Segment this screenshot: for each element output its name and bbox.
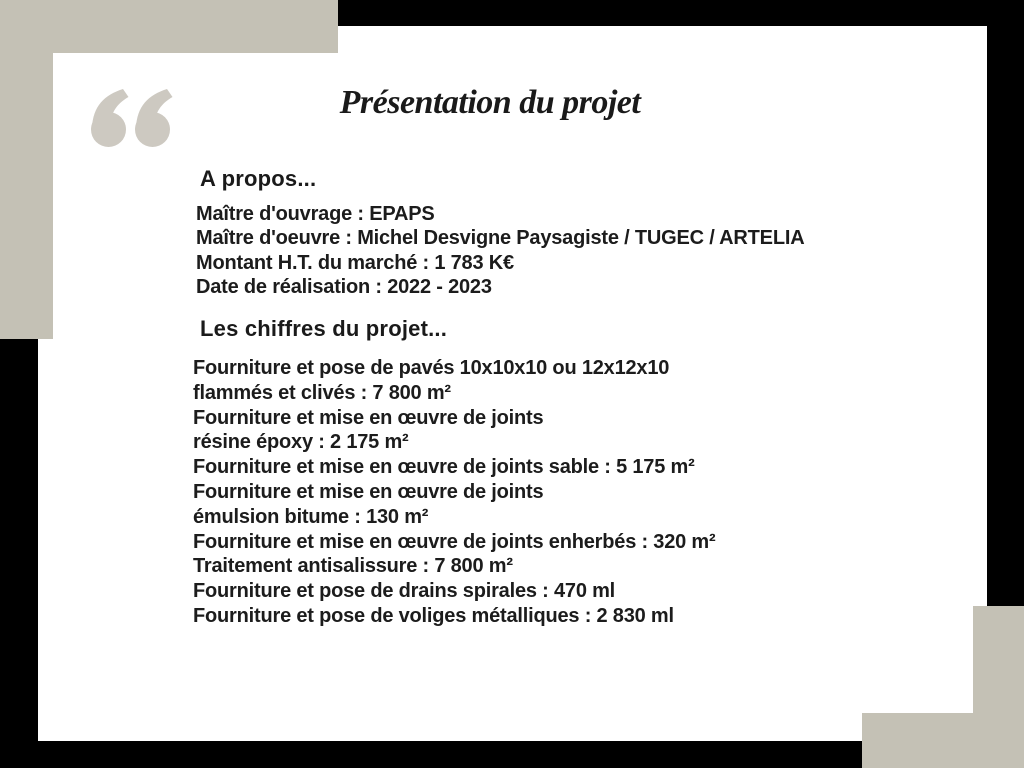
figures-line: résine époxy : 2 175 m² (193, 431, 409, 454)
accent-rect-top-left-vertical (0, 0, 53, 339)
figures-line: flammés et clivés : 7 800 m² (193, 381, 451, 404)
section-heading-figures: Les chiffres du projet... (200, 316, 448, 341)
figures-line: Traitement antisalissure : 7 800 m² (193, 555, 513, 578)
about-line-date: Date de réalisation : 2022 - 2023 (196, 276, 492, 299)
figures-line: Fourniture et pose de voliges métalliques : 2 830 ml (193, 604, 674, 627)
figures-line: Fourniture et mise en œuvre de joints (193, 480, 544, 503)
quotation-mark-icon (91, 89, 173, 148)
figures-line: Fourniture et mise en œuvre de joints (193, 406, 544, 429)
about-line-owner: Maître d'ouvrage : EPAPS (196, 203, 435, 225)
figures-lines (193, 356, 715, 629)
figures-line: Fourniture et pose de drains spirales : 470 ml (193, 580, 616, 603)
about-line-amount: Montant H.T. du marché : 1 783 K€ (196, 251, 514, 274)
page-title: Présentation du projet (339, 84, 641, 121)
figures-line: Fourniture et pose de pavés 10x10x10 ou 12x12x10 (193, 357, 670, 379)
figures-line: Fourniture et mise en œuvre de joints sable : 5 175 m² (193, 456, 695, 479)
about-lines (196, 202, 804, 300)
figures-line: Fourniture et mise en œuvre de joints enherbés : 320 m² (193, 530, 716, 553)
about-line-architect: Maître d'oeuvre : Michel Desvigne Paysagiste / TUGEC / ARTELIA (196, 227, 805, 250)
accent-rect-bottom-right-horizontal (862, 713, 1024, 768)
figures-line: émulsion bitume : 130 m² (193, 505, 429, 528)
section-heading-about: A propos... (200, 166, 317, 191)
